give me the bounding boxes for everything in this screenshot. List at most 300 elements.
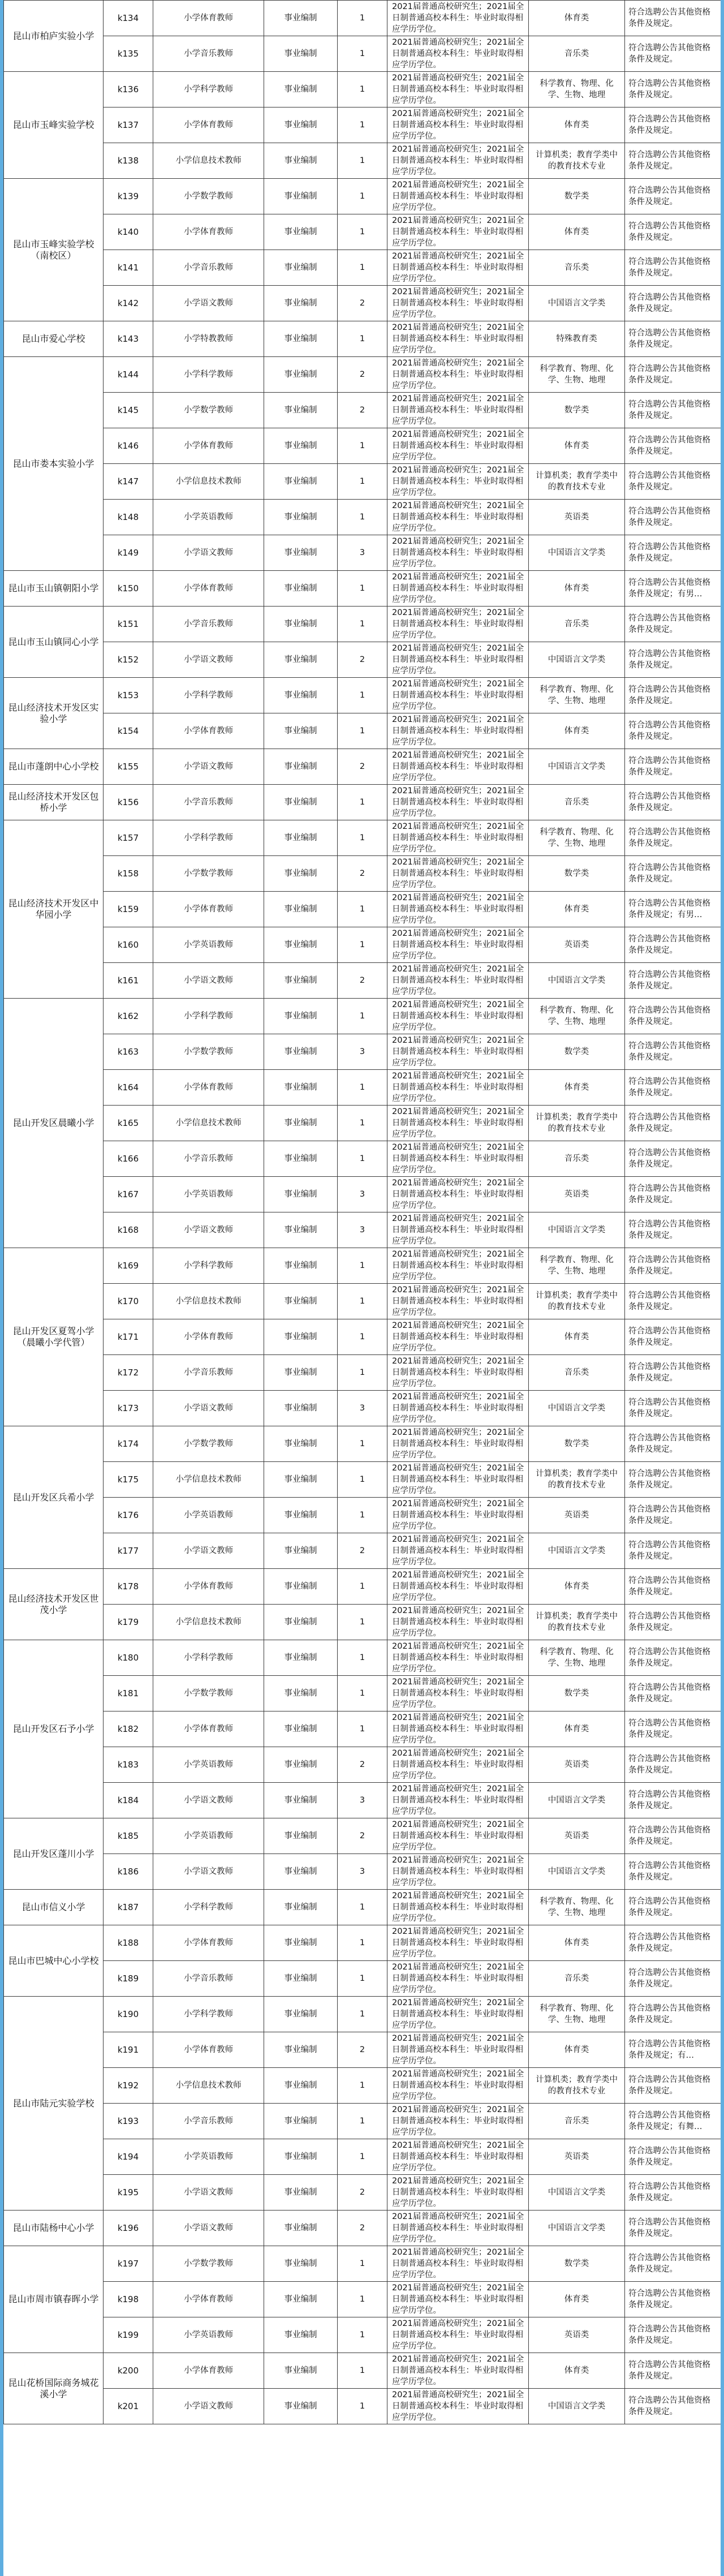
headcount-cell: 1: [338, 321, 387, 357]
school-name-cell: 昆山市玉峰实验学校: [4, 72, 104, 179]
post-name-cell: 小学数学教师: [153, 1426, 264, 1462]
major-requirement-cell: 中国语言文学类: [529, 1391, 625, 1426]
post-name-cell: 小学体育教师: [153, 1569, 264, 1605]
education-requirement-cell: 2021届普通高校研究生；2021届全日制普通高校本科生：毕业时取得相应学历学位。: [387, 963, 529, 999]
post-code-cell: k200: [104, 2353, 153, 2389]
other-requirement-cell: 符合选聘公告其他资格条件及规定。: [625, 1141, 721, 1177]
other-requirement-cell: 符合选聘公告其他资格条件及规定。: [625, 963, 721, 999]
post-name-cell: 小学英语教师: [153, 1177, 264, 1212]
major-requirement-cell: 体育类: [529, 1925, 625, 1961]
headcount-cell: 1: [338, 1925, 387, 1961]
post-name-cell: 小学体育教师: [153, 2353, 264, 2389]
post-name-cell: 小学英语教师: [153, 1818, 264, 1854]
headcount-cell: 2: [338, 393, 387, 428]
major-requirement-cell: 计算机类；教育学类中的教育技术专业: [529, 1605, 625, 1640]
major-requirement-cell: 科学教育、物理、化学、生物、地理: [529, 820, 625, 856]
post-code-cell: k153: [104, 678, 153, 713]
education-requirement-cell: 2021届普通高校研究生；2021届全日制普通高校本科生：毕业时取得相应学历学位。: [387, 393, 529, 428]
post-name-cell: 小学科学教师: [153, 820, 264, 856]
post-name-cell: 小学英语教师: [153, 927, 264, 963]
major-requirement-cell: 数学类: [529, 856, 625, 892]
education-requirement-cell: 2021届普通高校研究生；2021届全日制普通高校本科生：毕业时取得相应学历学位。: [387, 1034, 529, 1070]
other-requirement-cell: 符合选聘公告其他资格条件及规定。: [625, 1284, 721, 1319]
major-requirement-cell: 中国语言文学类: [529, 535, 625, 571]
table-row: [4, 143, 721, 179]
school-name-cell: 昆山开发区兵希小学: [4, 1426, 104, 1569]
post-code-cell: k183: [104, 1747, 153, 1783]
other-requirement-cell: 符合选聘公告其他资格条件及规定。: [625, 1818, 721, 1854]
education-requirement-cell: 2021届普通高校研究生；2021届全日制普通高校本科生：毕业时取得相应学历学位。: [387, 1783, 529, 1818]
staffing-type-cell: 事业编制: [264, 1961, 338, 1997]
major-requirement-cell: 科学教育、物理、化学、生物、地理: [529, 357, 625, 393]
staffing-type-cell: 事业编制: [264, 1070, 338, 1106]
school-name-cell: 昆山开发区石予小学: [4, 1640, 104, 1818]
table-row: [4, 2068, 721, 2104]
table-row: [4, 107, 721, 143]
headcount-cell: 1: [338, 1106, 387, 1141]
post-name-cell: 小学语文教师: [153, 2175, 264, 2211]
table-row: [4, 607, 721, 642]
staffing-type-cell: 事业编制: [264, 2389, 338, 2424]
education-requirement-cell: 2021届普通高校研究生；2021届全日制普通高校本科生：毕业时取得相应学历学位。: [387, 1569, 529, 1605]
major-requirement-cell: 科学教育、物理、化学、生物、地理: [529, 1640, 625, 1676]
post-code-cell: k137: [104, 107, 153, 143]
staffing-type-cell: 事业编制: [264, 1355, 338, 1391]
major-requirement-cell: 科学教育、物理、化学、生物、地理: [529, 678, 625, 713]
major-requirement-cell: 特殊教育类: [529, 321, 625, 357]
table-row: [4, 2282, 721, 2317]
post-name-cell: 小学音乐教师: [153, 607, 264, 642]
headcount-cell: 1: [338, 927, 387, 963]
staffing-type-cell: 事业编制: [264, 357, 338, 393]
staffing-type-cell: 事业编制: [264, 1284, 338, 1319]
post-name-cell: 小学英语教师: [153, 1498, 264, 1533]
staffing-type-cell: 事业编制: [264, 1711, 338, 1747]
post-code-cell: k191: [104, 2032, 153, 2068]
other-requirement-cell: 符合选聘公告其他资格条件及规定。: [625, 250, 721, 286]
staffing-type-cell: 事业编制: [264, 107, 338, 143]
major-requirement-cell: 中国语言文学类: [529, 1854, 625, 1890]
education-requirement-cell: 2021届普通高校研究生；2021届全日制普通高校本科生：毕业时取得相应学历学位。: [387, 2175, 529, 2211]
staffing-type-cell: 事业编制: [264, 999, 338, 1034]
post-name-cell: 小学体育教师: [153, 713, 264, 749]
education-requirement-cell: 2021届普通高校研究生；2021届全日制普通高校本科生：毕业时取得相应学历学位。: [387, 820, 529, 856]
table-row: [4, 1141, 721, 1177]
post-code-cell: k146: [104, 428, 153, 464]
table-row: [4, 820, 721, 856]
post-code-cell: k156: [104, 785, 153, 820]
other-requirement-cell: 符合选聘公告其他资格条件及规定。: [625, 1391, 721, 1426]
other-requirement-cell: 符合选聘公告其他资格条件及规定。: [625, 1212, 721, 1248]
staffing-type-cell: 事业编制: [264, 1034, 338, 1070]
staffing-type-cell: 事业编制: [264, 963, 338, 999]
other-requirement-cell: 符合选聘公告其他资格条件及规定。: [625, 999, 721, 1034]
post-name-cell: 小学音乐教师: [153, 1961, 264, 1997]
major-requirement-cell: 体育类: [529, 1711, 625, 1747]
education-requirement-cell: 2021届普通高校研究生；2021届全日制普通高校本科生：毕业时取得相应学历学位。: [387, 1284, 529, 1319]
other-requirement-cell: 符合选聘公告其他资格条件及规定。: [625, 286, 721, 321]
staffing-type-cell: 事业编制: [264, 749, 338, 785]
table-row: [4, 464, 721, 500]
post-code-cell: k182: [104, 1711, 153, 1747]
headcount-cell: 1: [338, 2139, 387, 2175]
post-name-cell: 小学信息技术教师: [153, 464, 264, 500]
school-name-cell: 昆山市巴城中心小学校: [4, 1925, 104, 1997]
school-name-cell: 昆山市娄本实验小学: [4, 357, 104, 571]
other-requirement-cell: 符合选聘公告其他资格条件及规定。: [625, 500, 721, 535]
headcount-cell: 1: [338, 250, 387, 286]
staffing-type-cell: 事业编制: [264, 1640, 338, 1676]
other-requirement-cell: 符合选聘公告其他资格条件及规定。: [625, 1711, 721, 1747]
other-requirement-cell: 符合选聘公告其他资格条件及规定。: [625, 856, 721, 892]
post-code-cell: k188: [104, 1925, 153, 1961]
other-requirement-cell: 符合选聘公告其他资格条件及规定。: [625, 2353, 721, 2389]
education-requirement-cell: 2021届普通高校研究生；2021届全日制普通高校本科生：毕业时取得相应学历学位。: [387, 927, 529, 963]
major-requirement-cell: 中国语言文学类: [529, 1212, 625, 1248]
staffing-type-cell: 事业编制: [264, 1106, 338, 1141]
post-name-cell: 小学信息技术教师: [153, 1106, 264, 1141]
staffing-type-cell: 事业编制: [264, 1, 338, 36]
staffing-type-cell: 事业编制: [264, 856, 338, 892]
headcount-cell: 1: [338, 1890, 387, 1925]
education-requirement-cell: 2021届普通高校研究生；2021届全日制普通高校本科生：毕业时取得相应学历学位。: [387, 1676, 529, 1711]
table-row: [4, 179, 721, 214]
table-row: [4, 749, 721, 785]
post-code-cell: k148: [104, 500, 153, 535]
post-name-cell: 小学科学教师: [153, 999, 264, 1034]
major-requirement-cell: 计算机类；教育学类中的教育技术专业: [529, 464, 625, 500]
staffing-type-cell: 事业编制: [264, 1212, 338, 1248]
post-name-cell: 小学语文教师: [153, 749, 264, 785]
education-requirement-cell: 2021届普通高校研究生；2021届全日制普通高校本科生：毕业时取得相应学历学位。: [387, 1533, 529, 1569]
school-name-cell: 昆山花桥国际商务城花溪小学: [4, 2353, 104, 2424]
other-requirement-cell: 符合选聘公告其他资格条件及规定。: [625, 820, 721, 856]
staffing-type-cell: 事业编制: [264, 214, 338, 250]
major-requirement-cell: 音乐类: [529, 2104, 625, 2139]
education-requirement-cell: 2021届普通高校研究生；2021届全日制普通高校本科生：毕业时取得相应学历学位。: [387, 1212, 529, 1248]
major-requirement-cell: 计算机类；教育学类中的教育技术专业: [529, 1284, 625, 1319]
major-requirement-cell: 科学教育、物理、化学、生物、地理: [529, 72, 625, 107]
post-code-cell: k193: [104, 2104, 153, 2139]
post-code-cell: k179: [104, 1605, 153, 1640]
table-row: [4, 1212, 721, 1248]
post-code-cell: k199: [104, 2317, 153, 2353]
other-requirement-cell: 符合选聘公告其他资格条件及规定。: [625, 357, 721, 393]
staffing-type-cell: 事业编制: [264, 713, 338, 749]
school-name-cell: 昆山市柏庐实验小学: [4, 1, 104, 72]
table-row: [4, 999, 721, 1034]
table-row: [4, 1070, 721, 1106]
table-row: [4, 1533, 721, 1569]
post-code-cell: k194: [104, 2139, 153, 2175]
major-requirement-cell: 体育类: [529, 1569, 625, 1605]
post-name-cell: 小学体育教师: [153, 107, 264, 143]
post-name-cell: 小学体育教师: [153, 892, 264, 927]
major-requirement-cell: 体育类: [529, 1, 625, 36]
other-requirement-cell: 符合选聘公告其他资格条件及规定；有男…: [625, 892, 721, 927]
other-requirement-cell: 符合选聘公告其他资格条件及规定。: [625, 1106, 721, 1141]
post-code-cell: k192: [104, 2068, 153, 2104]
staffing-type-cell: 事业编制: [264, 1925, 338, 1961]
headcount-cell: 1: [338, 1355, 387, 1391]
staffing-type-cell: 事业编制: [264, 1319, 338, 1355]
other-requirement-cell: 符合选聘公告其他资格条件及规定。: [625, 1997, 721, 2032]
staffing-type-cell: 事业编制: [264, 286, 338, 321]
table-row: [4, 1854, 721, 1890]
headcount-cell: 2: [338, 642, 387, 678]
staffing-type-cell: 事业编制: [264, 1533, 338, 1569]
post-name-cell: 小学音乐教师: [153, 1141, 264, 1177]
table-row: [4, 642, 721, 678]
post-code-cell: k157: [104, 820, 153, 856]
post-code-cell: k167: [104, 1177, 153, 1212]
other-requirement-cell: 符合选聘公告其他资格条件及规定。: [625, 2139, 721, 2175]
major-requirement-cell: 计算机类；教育学类中的教育技术专业: [529, 143, 625, 179]
post-code-cell: k160: [104, 927, 153, 963]
post-name-cell: 小学科学教师: [153, 1890, 264, 1925]
post-name-cell: 小学数学教师: [153, 2246, 264, 2282]
staffing-type-cell: 事业编制: [264, 2211, 338, 2246]
staffing-type-cell: 事业编制: [264, 1498, 338, 1533]
staffing-type-cell: 事业编制: [264, 1783, 338, 1818]
major-requirement-cell: 科学教育、物理、化学、生物、地理: [529, 999, 625, 1034]
headcount-cell: 3: [338, 1854, 387, 1890]
post-code-cell: k163: [104, 1034, 153, 1070]
education-requirement-cell: 2021届普通高校研究生；2021届全日制普通高校本科生：毕业时取得相应学历学位。: [387, 1961, 529, 1997]
school-name-cell: 昆山市蓬朗中心小学校: [4, 749, 104, 785]
post-name-cell: 小学信息技术教师: [153, 1462, 264, 1498]
headcount-cell: 3: [338, 1177, 387, 1212]
major-requirement-cell: 英语类: [529, 1747, 625, 1783]
staffing-type-cell: 事业编制: [264, 1177, 338, 1212]
headcount-cell: 1: [338, 1284, 387, 1319]
major-requirement-cell: 音乐类: [529, 607, 625, 642]
post-name-cell: 小学数学教师: [153, 179, 264, 214]
table-row: [4, 535, 721, 571]
staffing-type-cell: 事业编制: [264, 892, 338, 927]
headcount-cell: 2: [338, 2211, 387, 2246]
education-requirement-cell: 2021届普通高校研究生；2021届全日制普通高校本科生：毕业时取得相应学历学位。: [387, 72, 529, 107]
staffing-type-cell: 事业编制: [264, 607, 338, 642]
headcount-cell: 2: [338, 963, 387, 999]
post-name-cell: 小学信息技术教师: [153, 2068, 264, 2104]
post-name-cell: 小学音乐教师: [153, 1355, 264, 1391]
headcount-cell: 2: [338, 2175, 387, 2211]
post-code-cell: k165: [104, 1106, 153, 1141]
post-name-cell: 小学语文教师: [153, 963, 264, 999]
headcount-cell: 1: [338, 179, 387, 214]
major-requirement-cell: 数学类: [529, 179, 625, 214]
table-row: [4, 1747, 721, 1783]
table-row: [4, 72, 721, 107]
education-requirement-cell: 2021届普通高校研究生；2021届全日制普通高校本科生：毕业时取得相应学历学位。: [387, 464, 529, 500]
staffing-type-cell: 事业编制: [264, 535, 338, 571]
other-requirement-cell: 符合选聘公告其他资格条件及规定。: [625, 428, 721, 464]
other-requirement-cell: 符合选聘公告其他资格条件及规定。: [625, 2175, 721, 2211]
table-row: [4, 1711, 721, 1747]
post-code-cell: k139: [104, 179, 153, 214]
headcount-cell: 1: [338, 1141, 387, 1177]
post-name-cell: 小学科学教师: [153, 72, 264, 107]
post-name-cell: 小学语文教师: [153, 1854, 264, 1890]
headcount-cell: 1: [338, 892, 387, 927]
other-requirement-cell: 符合选聘公告其他资格条件及规定。: [625, 179, 721, 214]
major-requirement-cell: 体育类: [529, 892, 625, 927]
school-name-cell: 昆山市周市镇春晖小学: [4, 2246, 104, 2353]
staffing-type-cell: 事业编制: [264, 1818, 338, 1854]
headcount-cell: 1: [338, 143, 387, 179]
school-name-cell: 昆山市玉山镇同心小学: [4, 607, 104, 678]
other-requirement-cell: 符合选聘公告其他资格条件及规定。: [625, 1747, 721, 1783]
school-name-cell: 昆山市陆元实验学校: [4, 1997, 104, 2211]
table-body: [4, 1, 721, 2424]
post-code-cell: k152: [104, 642, 153, 678]
table-row: [4, 1391, 721, 1426]
post-code-cell: k171: [104, 1319, 153, 1355]
other-requirement-cell: 符合选聘公告其他资格条件及规定。: [625, 1462, 721, 1498]
post-name-cell: 小学语文教师: [153, 535, 264, 571]
post-name-cell: 小学体育教师: [153, 571, 264, 607]
table-row: [4, 1248, 721, 1284]
post-name-cell: 小学信息技术教师: [153, 1605, 264, 1640]
headcount-cell: 1: [338, 607, 387, 642]
staffing-type-cell: 事业编制: [264, 2246, 338, 2282]
table-row: [4, 1961, 721, 1997]
headcount-cell: 1: [338, 820, 387, 856]
education-requirement-cell: 2021届普通高校研究生；2021届全日制普通高校本科生：毕业时取得相应学历学位。: [387, 2211, 529, 2246]
major-requirement-cell: 中国语言文学类: [529, 749, 625, 785]
major-requirement-cell: 音乐类: [529, 1961, 625, 1997]
table-row: [4, 214, 721, 250]
headcount-cell: 1: [338, 1319, 387, 1355]
post-name-cell: 小学语文教师: [153, 286, 264, 321]
staffing-type-cell: 事业编制: [264, 642, 338, 678]
education-requirement-cell: 2021届普通高校研究生；2021届全日制普通高校本科生：毕业时取得相应学历学位。: [387, 607, 529, 642]
post-code-cell: k161: [104, 963, 153, 999]
school-name-cell: 昆山开发区夏驾小学（晨曦小学代管）: [4, 1248, 104, 1426]
staffing-type-cell: 事业编制: [264, 2104, 338, 2139]
post-name-cell: 小学语文教师: [153, 2389, 264, 2424]
education-requirement-cell: 2021届普通高校研究生；2021届全日制普通高校本科生：毕业时取得相应学历学位。: [387, 2246, 529, 2282]
education-requirement-cell: 2021届普通高校研究生；2021届全日制普通高校本科生：毕业时取得相应学历学位。: [387, 1355, 529, 1391]
school-name-cell: 昆山市爱心学校: [4, 321, 104, 357]
headcount-cell: 3: [338, 1783, 387, 1818]
major-requirement-cell: 音乐类: [529, 1141, 625, 1177]
school-name-cell: 昆山开发区蓬川小学: [4, 1818, 104, 1890]
school-name-cell: 昆山经济技术开发区世茂小学: [4, 1569, 104, 1640]
education-requirement-cell: 2021届普通高校研究生；2021届全日制普通高校本科生：毕业时取得相应学历学位。: [387, 1177, 529, 1212]
table-row: [4, 2104, 721, 2139]
staffing-type-cell: 事业编制: [264, 571, 338, 607]
table-row: [4, 2211, 721, 2246]
post-code-cell: k145: [104, 393, 153, 428]
major-requirement-cell: 数学类: [529, 1034, 625, 1070]
table-row: [4, 393, 721, 428]
education-requirement-cell: 2021届普通高校研究生；2021届全日制普通高校本科生：毕业时取得相应学历学位。: [387, 1605, 529, 1640]
post-code-cell: k144: [104, 357, 153, 393]
headcount-cell: 2: [338, 2032, 387, 2068]
other-requirement-cell: 符合选聘公告其他资格条件及规定；有舞…: [625, 2104, 721, 2139]
post-code-cell: k135: [104, 36, 153, 72]
post-code-cell: k185: [104, 1818, 153, 1854]
headcount-cell: 3: [338, 1034, 387, 1070]
post-code-cell: k141: [104, 250, 153, 286]
major-requirement-cell: 音乐类: [529, 1355, 625, 1391]
post-code-cell: k173: [104, 1391, 153, 1426]
post-name-cell: 小学数学教师: [153, 1676, 264, 1711]
staffing-type-cell: 事业编制: [264, 1854, 338, 1890]
post-name-cell: 小学体育教师: [153, 428, 264, 464]
major-requirement-cell: 计算机类；教育学类中的教育技术专业: [529, 1462, 625, 1498]
post-code-cell: k201: [104, 2389, 153, 2424]
major-requirement-cell: 体育类: [529, 1319, 625, 1355]
staffing-type-cell: 事业编制: [264, 179, 338, 214]
headcount-cell: 1: [338, 36, 387, 72]
education-requirement-cell: 2021届普通高校研究生；2021届全日制普通高校本科生：毕业时取得相应学历学位。: [387, 428, 529, 464]
post-code-cell: k175: [104, 1462, 153, 1498]
staffing-type-cell: 事业编制: [264, 250, 338, 286]
other-requirement-cell: 符合选聘公告其他资格条件及规定。: [625, 1890, 721, 1925]
other-requirement-cell: 符合选聘公告其他资格条件及规定。: [625, 607, 721, 642]
other-requirement-cell: 符合选聘公告其他资格条件及规定。: [625, 2389, 721, 2424]
staffing-type-cell: 事业编制: [264, 72, 338, 107]
major-requirement-cell: 中国语言文学类: [529, 1783, 625, 1818]
education-requirement-cell: 2021届普通高校研究生；2021届全日制普通高校本科生：毕业时取得相应学历学位。: [387, 500, 529, 535]
major-requirement-cell: 计算机类；教育学类中的教育技术专业: [529, 1106, 625, 1141]
other-requirement-cell: 符合选聘公告其他资格条件及规定。: [625, 107, 721, 143]
headcount-cell: 1: [338, 214, 387, 250]
post-name-cell: 小学科学教师: [153, 1640, 264, 1676]
major-requirement-cell: 体育类: [529, 571, 625, 607]
table-row: [4, 500, 721, 535]
post-name-cell: 小学语文教师: [153, 642, 264, 678]
post-code-cell: k142: [104, 286, 153, 321]
post-name-cell: 小学体育教师: [153, 2032, 264, 2068]
other-requirement-cell: 符合选聘公告其他资格条件及规定。: [625, 1533, 721, 1569]
headcount-cell: 1: [338, 1569, 387, 1605]
post-code-cell: k162: [104, 999, 153, 1034]
post-name-cell: 小学特教教师: [153, 321, 264, 357]
table-row: [4, 1925, 721, 1961]
table-row: [4, 1818, 721, 1854]
post-code-cell: k158: [104, 856, 153, 892]
post-name-cell: 小学音乐教师: [153, 250, 264, 286]
post-code-cell: k197: [104, 2246, 153, 2282]
staffing-type-cell: 事业编制: [264, 1676, 338, 1711]
post-code-cell: k150: [104, 571, 153, 607]
table-row: [4, 1177, 721, 1212]
post-code-cell: k177: [104, 1533, 153, 1569]
other-requirement-cell: 符合选聘公告其他资格条件及规定。: [625, 785, 721, 820]
major-requirement-cell: 体育类: [529, 214, 625, 250]
post-name-cell: 小学科学教师: [153, 678, 264, 713]
post-code-cell: k196: [104, 2211, 153, 2246]
headcount-cell: 1: [338, 464, 387, 500]
post-name-cell: 小学英语教师: [153, 2317, 264, 2353]
table-row: [4, 963, 721, 999]
other-requirement-cell: 符合选聘公告其他资格条件及规定。: [625, 535, 721, 571]
headcount-cell: 1: [338, 1426, 387, 1462]
major-requirement-cell: 中国语言文学类: [529, 642, 625, 678]
other-requirement-cell: 符合选聘公告其他资格条件及规定。: [625, 713, 721, 749]
table-row: [4, 2353, 721, 2389]
other-requirement-cell: 符合选聘公告其他资格条件及规定。: [625, 321, 721, 357]
school-name-cell: 昆山市陆杨中心小学: [4, 2211, 104, 2246]
education-requirement-cell: 2021届普通高校研究生；2021届全日制普通高校本科生：毕业时取得相应学历学位。: [387, 1141, 529, 1177]
headcount-cell: 1: [338, 107, 387, 143]
post-code-cell: k154: [104, 713, 153, 749]
major-requirement-cell: 音乐类: [529, 250, 625, 286]
